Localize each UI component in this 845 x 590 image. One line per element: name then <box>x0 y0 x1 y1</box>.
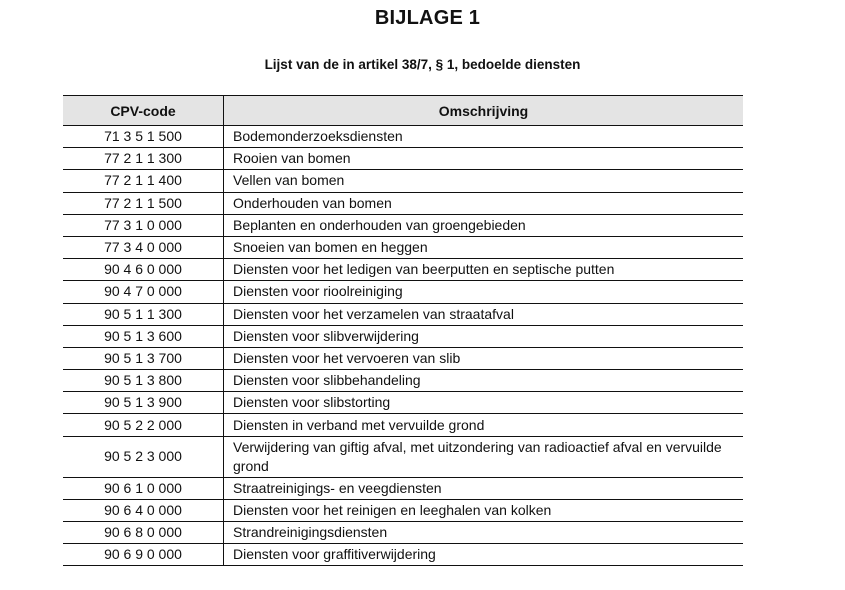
table-row <box>63 236 743 258</box>
table-row <box>63 414 743 436</box>
table-body <box>63 126 743 566</box>
table-row <box>63 325 743 347</box>
cpv-code-cell: 90 6 4 0 000 <box>63 499 224 521</box>
cpv-code-cell: 90 5 2 2 000 <box>63 414 224 436</box>
description-cell: Diensten voor slibbehandeling <box>224 370 744 392</box>
table-row <box>63 214 743 236</box>
cpv-code-cell: 71 3 5 1 500 <box>63 126 224 148</box>
table-row <box>63 436 743 477</box>
description-cell: Vellen van bomen <box>224 170 744 192</box>
table-row <box>63 303 743 325</box>
table-row <box>63 126 743 148</box>
cpv-code-cell: 90 4 7 0 000 <box>63 281 224 303</box>
page-subtitle: Lijst van de in artikel 38/7, § 1, bedoelde diensten <box>264 57 581 72</box>
description-cell: Diensten voor graffitiverwijdering <box>224 544 744 566</box>
cpv-code-cell: 90 5 1 1 300 <box>63 303 224 325</box>
description-cell: Diensten voor het ledigen van beerputten en septische putten <box>224 259 744 281</box>
cpv-code-cell: 90 6 8 0 000 <box>63 522 224 544</box>
table-row <box>63 170 743 192</box>
description-cell: Diensten voor rioolreiniging <box>224 281 744 303</box>
description-cell: Verwijdering van giftig afval, met uitzondering van radioactief afval en vervuilde grond <box>224 436 744 477</box>
table-row <box>63 281 743 303</box>
cpv-code-cell: 77 2 1 1 400 <box>63 170 224 192</box>
table-header-row <box>63 96 743 126</box>
table-row <box>63 192 743 214</box>
table-row <box>63 522 743 544</box>
cpv-code-cell: 90 5 1 3 700 <box>63 347 224 369</box>
cpv-code-cell: 77 3 1 0 000 <box>63 214 224 236</box>
description-cell: Onderhouden van bomen <box>224 192 744 214</box>
description-cell: Snoeien van bomen en heggen <box>224 236 744 258</box>
cpv-code-cell: 77 2 1 1 300 <box>63 148 224 170</box>
table-row <box>63 499 743 521</box>
description-cell: Bodemonderzoeksdiensten <box>224 126 744 148</box>
cpv-code-cell: 90 6 1 0 000 <box>63 477 224 499</box>
table-row <box>63 347 743 369</box>
description-cell: Diensten voor het vervoeren van slib <box>224 347 744 369</box>
cpv-code-cell: 77 2 1 1 500 <box>63 192 224 214</box>
column-header-cpv-code: CPV-code <box>63 96 224 126</box>
table-row <box>63 148 743 170</box>
description-cell: Diensten voor slibverwijdering <box>224 325 744 347</box>
description-cell: Diensten in verband met vervuilde grond <box>224 414 744 436</box>
cpv-code-cell: 90 6 9 0 000 <box>63 544 224 566</box>
cpv-code-cell: 90 5 1 3 900 <box>63 392 224 414</box>
table-row <box>63 544 743 566</box>
cpv-code-cell: 90 5 2 3 000 <box>63 436 224 477</box>
table-row <box>63 259 743 281</box>
cpv-code-cell: 90 5 1 3 600 <box>63 325 224 347</box>
description-cell: Diensten voor het reinigen en leeghalen van kolken <box>224 499 744 521</box>
description-cell: Strandreinigingsdiensten <box>224 522 744 544</box>
description-cell: Beplanten en onderhouden van groengebieden <box>224 214 744 236</box>
description-cell: Straatreinigings- en veegdiensten <box>224 477 744 499</box>
cpv-code-cell: 90 5 1 3 800 <box>63 370 224 392</box>
description-cell: Diensten voor het verzamelen van straatafval <box>224 303 744 325</box>
table-row <box>63 477 743 499</box>
table-row <box>63 392 743 414</box>
cpv-code-cell: 90 4 6 0 000 <box>63 259 224 281</box>
cpv-table <box>63 95 743 566</box>
page-title: BIJLAGE 1 <box>374 7 481 29</box>
description-cell: Rooien van bomen <box>224 148 744 170</box>
table-row <box>63 370 743 392</box>
cpv-code-cell: 77 3 4 0 000 <box>63 236 224 258</box>
column-header-description: Omschrijving <box>224 96 744 126</box>
description-cell: Diensten voor slibstorting <box>224 392 744 414</box>
